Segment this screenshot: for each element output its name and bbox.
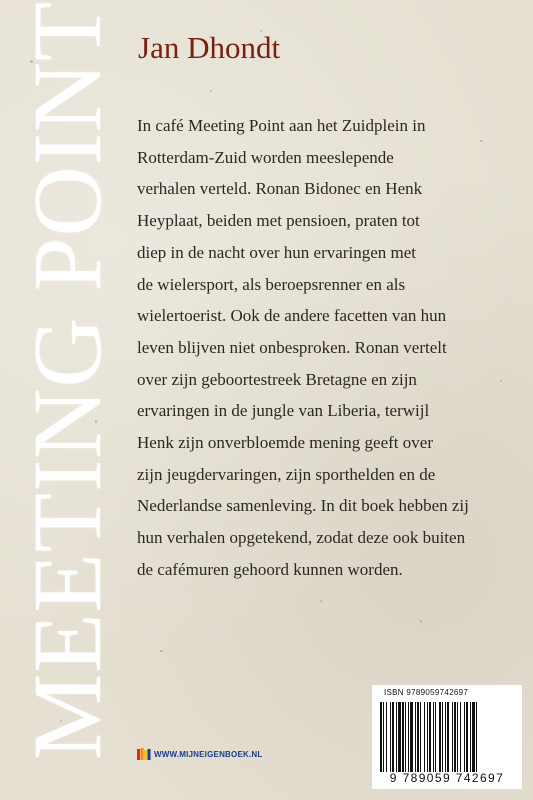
blurb-line: diep in de nacht over hun ervaringen met: [137, 242, 416, 262]
author-name: Jan Dhondt: [138, 30, 281, 65]
blurb-line: ervaringen in de jungle van Liberia, terwijl: [137, 401, 430, 421]
blurb-line: In café Meeting Point aan het Zuidplein in: [137, 116, 426, 135]
vertical-book-title: MEETING POINT: [14, 0, 121, 760]
blurb-line: Heyplaat, beiden met pensioen, praten tot: [137, 211, 420, 231]
blurb-line: zijn jeugdervaringen, zijn sporthelden en de: [137, 464, 436, 484]
isbn-label: ISBN 9789059742697: [384, 688, 469, 697]
blurb-line: wielertoerist. Ook de andere facetten van hun: [137, 306, 447, 326]
blurb-line: Nederlandse samenleving. In dit boek hebben zij: [137, 496, 469, 516]
blurb-line: Rotterdam-Zuid worden meeslepende: [137, 147, 394, 167]
blurb-line: hun verhalen opgetekend, zodat deze ook buiten: [137, 528, 466, 548]
blurb-text: [137, 110, 517, 586]
blurb-line: de cafémuren gehoord kunnen worden.: [137, 559, 403, 579]
blurb-line: de wielersport, als beroepsrenner en als: [137, 274, 406, 294]
blurb-line: verhalen verteld. Ronan Bidonec en Henk: [137, 179, 423, 199]
blurb-line: leven blijven niet onbesproken. Ronan vertelt: [137, 337, 447, 357]
blurb-line: over zijn geboortestreek Bretagne en zijn: [137, 369, 417, 389]
blurb-line: Henk zijn onverbloemde mening geeft over: [137, 433, 433, 453]
publisher-url: WWW.MIJNEIGENBOEK.NL: [154, 749, 263, 759]
barcode: [372, 685, 522, 789]
publisher-mark: [137, 746, 262, 762]
publisher-logo-icon: [137, 747, 151, 761]
barcode-digits: 9 789059 742697: [389, 771, 505, 785]
barcode-bars: [380, 702, 514, 772]
